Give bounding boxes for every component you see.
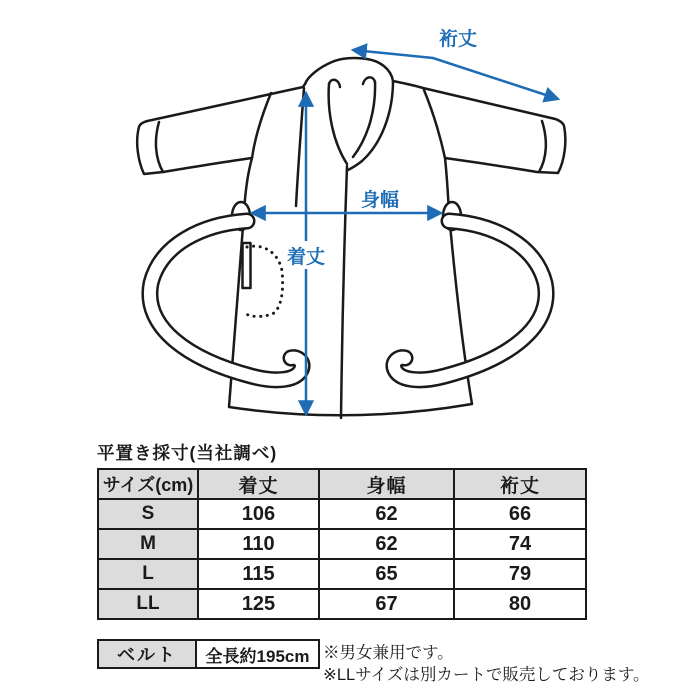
size-cell: S <box>98 499 198 529</box>
value-cell: 110 <box>198 529 319 559</box>
belt-value-cell: 全長約195cm <box>196 640 319 668</box>
header-sleeve: 裄丈 <box>454 469 586 499</box>
note-line: ※LLサイズは別カートで販売しております。 <box>323 666 650 684</box>
note-line: ※男女兼用です。 <box>323 644 454 662</box>
size-table-header-row <box>98 469 586 499</box>
table-row <box>98 589 586 619</box>
sleeve-length-label: 裄丈 <box>438 29 478 50</box>
belt-row <box>98 640 319 668</box>
belt-slit <box>243 243 251 288</box>
size-cell: M <box>98 529 198 559</box>
value-cell: 65 <box>319 559 454 589</box>
value-cell: 74 <box>454 529 586 559</box>
garment-length-label: 着丈 <box>286 247 326 268</box>
value-cell: 115 <box>198 559 319 589</box>
value-cell: 67 <box>319 589 454 619</box>
value-cell: 62 <box>319 499 454 529</box>
table-row <box>98 499 586 529</box>
size-cell: LL <box>98 589 198 619</box>
value-cell: 62 <box>319 529 454 559</box>
notes <box>323 642 650 686</box>
value-cell: 125 <box>198 589 319 619</box>
size-cell: L <box>98 559 198 589</box>
header-length: 着丈 <box>198 469 319 499</box>
belt-label-cell: ベルト <box>98 640 196 668</box>
value-cell: 80 <box>454 589 586 619</box>
body-width-label: 身幅 <box>360 190 400 211</box>
measurement-title: 平置き採寸(当社調べ) <box>97 443 278 463</box>
header-width: 身幅 <box>319 469 454 499</box>
size-table <box>97 468 587 620</box>
value-cell: 66 <box>454 499 586 529</box>
value-cell: 79 <box>454 559 586 589</box>
table-row <box>98 559 586 589</box>
belt-table <box>97 639 320 669</box>
table-row <box>98 529 586 559</box>
header-size: サイズ(cm) <box>98 469 198 499</box>
value-cell: 106 <box>198 499 319 529</box>
